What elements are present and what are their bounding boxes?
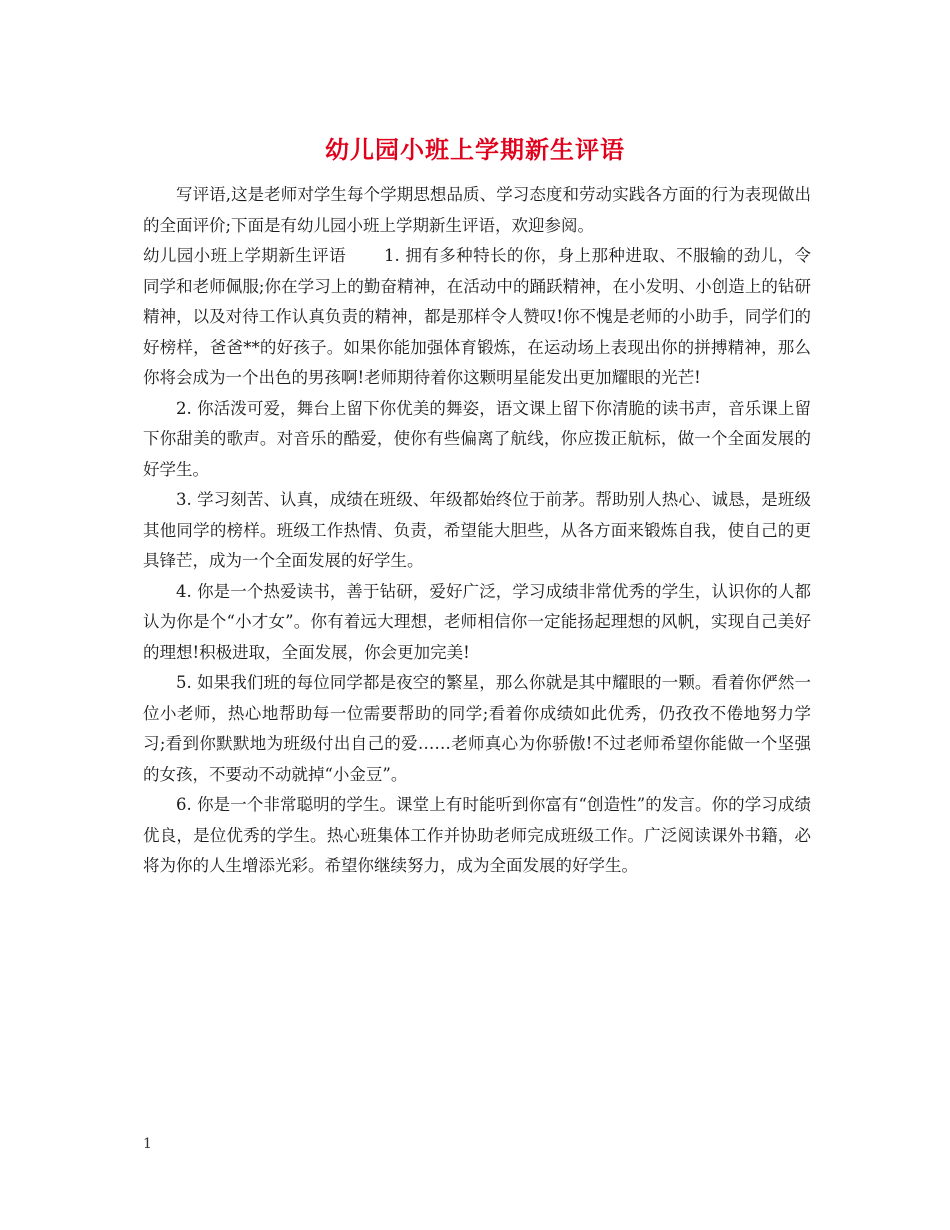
intro-paragraph: 写评语,这是老师对学生每个学期思想品质、学习态度和劳动实践各方面的行为表现做出的全面评价;下面是有幼儿园小班上学期新生评语，欢迎参阅。 [143,185,811,235]
document-body [143,180,811,882]
document-title: 幼儿园小班上学期新生评语 [325,135,625,164]
comment-item-3: 3. 学习刻苦、认真，成绩在班级、年级都始终位于前茅。帮助别人热心、诚恳，是班级其他同学的榜样。班级工作热情、负责，希望能大胆些，从各方面来锻炼自我，使自己的更具锋芒，成为一个全面发展的好学生。 [143,490,811,570]
first-item-paragraph [143,241,811,394]
subheading: 幼儿园小班上学期新生评语 [143,246,346,265]
page-number: 1 [143,1136,152,1152]
comment-item-6: 6. 你是一个非常聪明的学生。课堂上有时能听到你富有“创造性”的发言。你的学习成绩优良，是位优秀的学生。热心班集体工作并协助老师完成班级工作。广泛阅读课外书籍，必将为你的人生增添光彩。希望你继续努力，成为全面发展的好学生。 [143,795,811,875]
comment-item-5: 5. 如果我们班的每位同学都是夜空的繁星，那么你就是其中耀眼的一颗。看着你俨然一位小老师，热心地帮助每一位需要帮助的同学;看着你成绩如此优秀，仍孜孜不倦地努力学习;看到你默默地为班级付出自己的爱……老师真心为你骄傲!不过老师希望你能做一个坚强的女孩，不要动不动就掉“小金豆”。 [143,673,811,784]
comment-item-1: 1. 拥有多种特长的你，身上那种进取、不服输的劲儿，令同学和老师佩服;你在学习上的勤奋精神，在活动中的踊跃精神，在小发明、小创造上的钻研精神，以及对待工作认真负责的精神，都是那样令人赞叹!你不愧是老师的小助手，同学们的好榜样，爸爸**的好孩子。如果你能加强体育锻炼，在运动场上表现出你的拼搏精神，那么你将会成为一个出色的男孩啊!老师期待着你这颗明星能发出更加耀眼的光芒! [143,246,811,387]
comment-item-4: 4. 你是一个热爱读书，善于钻研，爱好广泛，学习成绩非常优秀的学生，认识你的人都认为你是个“小才女”。你有着远大理想，老师相信你一定能扬起理想的风帆，实现自己美好的理想!积极进取，全面发展，你会更加完美! [143,581,811,662]
comment-item-2: 2. 你活泼可爱，舞台上留下你优美的舞姿，语文课上留下你清脆的读书声，音乐课上留下你甜美的歌声。对音乐的酷爱，使你有些偏离了航线，你应拨正航标，做一个全面发展的好学生。 [143,398,811,479]
